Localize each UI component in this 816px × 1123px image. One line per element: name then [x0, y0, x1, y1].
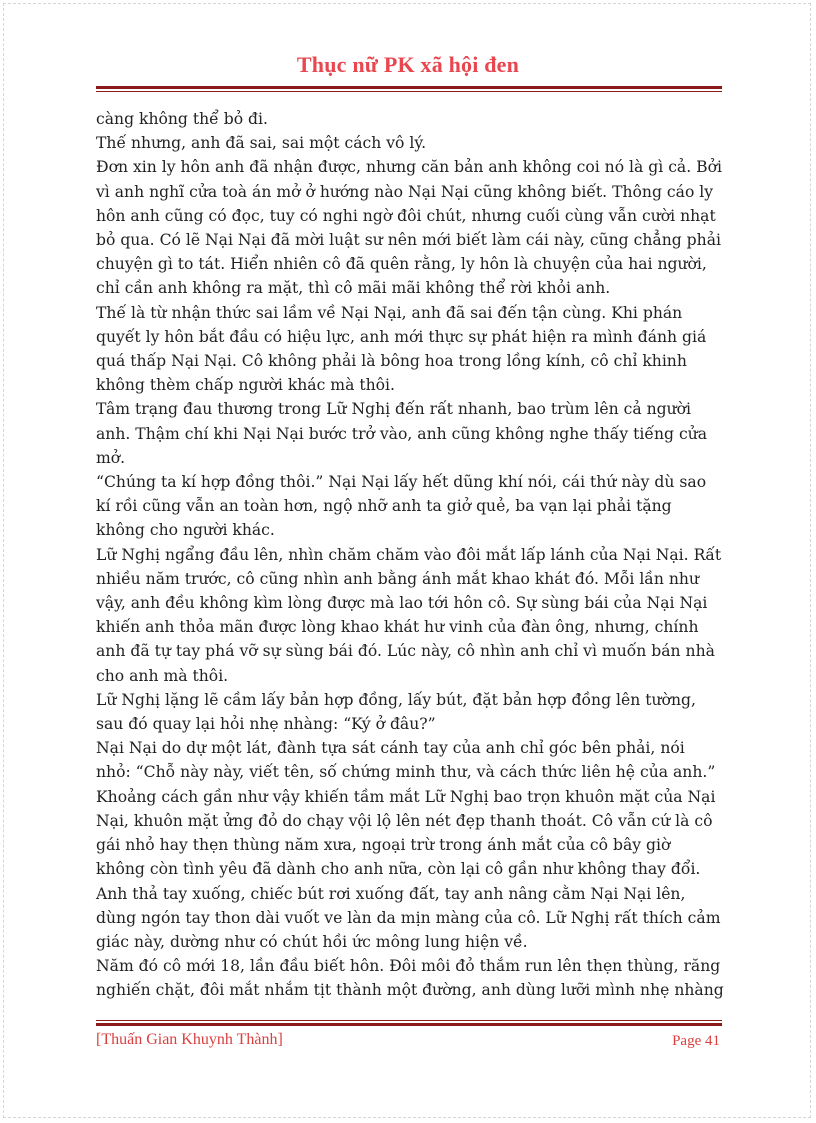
paragraph: Nại Nại do dự một lát, đành tựa sát cánh tay của anh chỉ góc bên phải, nói nhỏ: “Chỗ này này, viết tên, số chứng minh thư, và cách thức liên hệ của anh.” — [96, 739, 716, 782]
paragraph: Thế là từ nhận thức sai lầm về Nại Nại, anh đã sai đến tận cùng. Khi phán quyết ly hôn bắt đầu có hiệu lực, anh mới thực sự phát hiện ra mình đánh giá quá thấp Nại Nại. Cô không phải là bông hoa trong lồng kính, cô chỉ khinh không thèm chấp người khác mà thôi. — [96, 303, 707, 395]
paragraph: Lữ Nghị lặng lẽ cầm lấy bản hợp đồng, lấy bút, đặt bản hợp đồng lên tường, sau đó quay lại hỏi nhẹ nhàng: “Ký ở đâu?” — [96, 690, 696, 734]
paragraph: Thế nhưng, anh đã sai, sai một cách vô lý. — [96, 134, 427, 153]
paragraph: Đơn xin ly hôn anh đã nhận được, nhưng căn bản anh không coi nó là gì cả. Bởi vì anh nghĩ cửa toà án mở ở hướng nào Nại Nại cũng không biết. Thông cáo ly hôn anh cũng có đọc, tuy có nghi ngờ đôi chút, nhưng cuối cùng vẫn cười nhạt bỏ qua. Có lẽ Nại Nại đã mời luật sư nên mới biết làm cái này, cũng chẳng phải chuyện gì to tát. Hiển nhiên cô đã quên rằng, ly hôn là chuyện của hai người, chỉ cần anh không ra mặt, thì cô mãi mãi không thể rời khỏi anh. — [96, 158, 722, 298]
paragraph: Anh thả tay xuống, chiếc bút rơi xuống đất, tay anh nâng cằm Nại Nại lên, dùng ngón tay thon dài vuốt ve làn da mịn màng của cô. Lữ Nghị rất thích cảm giác này, dường như có chút hồi ức mông lung hiện về. — [96, 884, 721, 951]
header-rule-thick — [96, 86, 722, 89]
footer-rule-thin — [96, 1020, 722, 1021]
footer-rule-thick — [96, 1023, 722, 1026]
footer-page-number: Page 41 — [672, 1033, 720, 1049]
header-rule-thin — [96, 91, 722, 92]
paragraph: càng không thể bỏ đi. — [96, 110, 268, 128]
paragraph: Khoảng cách gần như vậy khiến tầm mắt Lữ Nghị bao trọn khuôn mặt của Nại Nại, khuôn mặt ửng đỏ do chạy vội lộ lên nét đẹp thanh thoát. Cô vẫn cứ là cô gái nhỏ hay thẹn thùng năm xưa, ngoại trừ trong ánh mắt của cô bây giờ không còn tình yêu đã dành cho anh nữa, còn lại cô gần như không thay đổi. — [96, 787, 716, 879]
paragraph: Tâm trạng đau thương trong Lữ Nghị đến rất nhanh, bao trùm lên cả người anh. Thậm chí khi Nại Nại bước trở vào, anh cũng không nghe thấy tiếng cửa mở. — [96, 400, 708, 467]
body-text — [96, 107, 724, 1003]
paragraph: Năm đó cô mới 18, lần đầu biết hôn. Đôi môi đỏ thắm run lên thẹn thùng, răng nghiến chặt, đôi mắt nhắm tịt thành một đường, anh dùng lưỡi mình nhẹ nhàng — [96, 957, 724, 1000]
paragraph: “Chúng ta kí hợp đồng thôi.” Nại Nại lấy hết dũng khí nói, cái thứ này dù sao kí rồi cũng vẫn an toàn hơn, ngộ nhỡ anh ta giở quẻ, ba vạn lại phải tặng không cho người khác. — [96, 473, 707, 540]
paragraph: Lữ Nghị ngẩng đầu lên, nhìn chăm chăm vào đôi mắt lấp lánh của Nại Nại. Rất nhiều năm trước, cô cũng nhìn anh bằng ánh mắt khao khát đó. Mỗi lần như vậy, anh đều không kìm lòng được mà lao tới hôn cô. Sự sùng bái của Nại Nại khiến anh thỏa mãn được lòng khao khát hư vinh của đàn ông, nhưng, chính anh đã tự tay phá vỡ sự sùng bái đó. Lúc này, cô nhìn anh chỉ vì muốn bán nhà cho anh mà thôi. — [96, 545, 722, 685]
page-header-title: Thục nữ PK xã hội đen — [296, 52, 520, 77]
footer-book-title: [Thuấn Gian Khuynh Thành] — [96, 1031, 283, 1048]
